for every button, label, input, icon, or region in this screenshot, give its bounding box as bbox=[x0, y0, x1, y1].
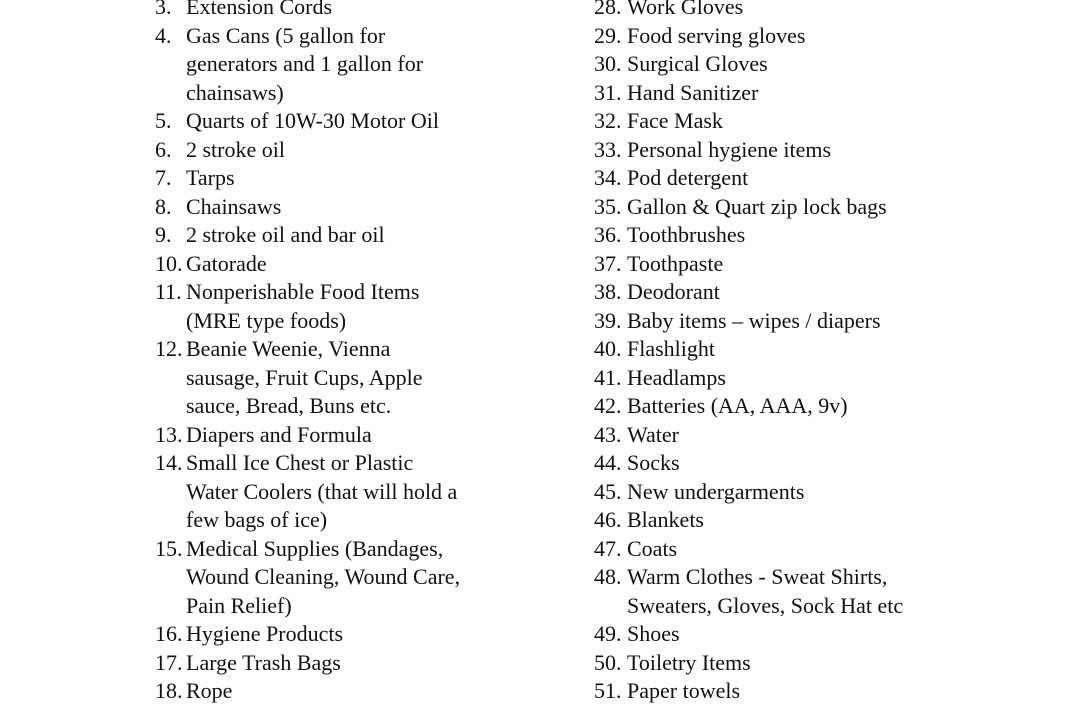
list-item-number: 50. bbox=[594, 649, 622, 675]
list-item bbox=[155, 421, 525, 450]
list-item-text-line: Quarts of 10W-30 Motor Oil bbox=[186, 108, 439, 133]
list-item bbox=[594, 478, 1024, 507]
list-item-text bbox=[186, 164, 235, 193]
list-item-text bbox=[186, 0, 332, 22]
list-item-number: 40. bbox=[594, 336, 622, 361]
supply-list-right-column bbox=[594, 0, 1024, 706]
list-item-number: 46. bbox=[594, 507, 622, 532]
list-item-text-line: Water Coolers (that will hold a bbox=[186, 478, 458, 504]
list-item-text-line: Large Trash Bags bbox=[186, 649, 341, 675]
list-item-text bbox=[627, 0, 743, 22]
list-item-text-line: Surgical Gloves bbox=[627, 51, 768, 76]
list-item bbox=[155, 0, 525, 22]
list-item-number: 6. bbox=[155, 136, 172, 162]
list-item bbox=[594, 50, 1024, 79]
list-item-number: 15. bbox=[155, 535, 183, 561]
list-item-number: 17. bbox=[155, 649, 183, 675]
list-item bbox=[155, 250, 525, 279]
list-item bbox=[594, 649, 1024, 678]
list-item-text bbox=[186, 136, 285, 165]
list-item-text bbox=[627, 392, 848, 421]
list-item bbox=[594, 563, 1024, 620]
list-item bbox=[155, 649, 525, 678]
list-item-text-line: Water bbox=[627, 421, 679, 447]
list-item-number: 12. bbox=[155, 336, 183, 361]
list-item-number: 34. bbox=[594, 165, 622, 190]
list-item-text-line: Toothpaste bbox=[627, 250, 724, 276]
list-item-text-line: Deodorant bbox=[627, 279, 720, 304]
list-item-number: 37. bbox=[594, 250, 622, 276]
list-item bbox=[594, 107, 1024, 136]
list-item bbox=[594, 22, 1024, 51]
list-item-text-line: Rope bbox=[186, 678, 233, 703]
list-item-text-line: Beanie Weenie, Vienna bbox=[186, 336, 391, 361]
list-item-text bbox=[186, 677, 232, 706]
list-item-text bbox=[186, 449, 457, 535]
list-item-text-line: (MRE type foods) bbox=[186, 307, 347, 333]
list-item-text bbox=[627, 193, 887, 222]
list-item bbox=[594, 392, 1024, 421]
list-item bbox=[594, 221, 1024, 250]
list-item-text-line: generators and 1 gallon for bbox=[186, 51, 424, 76]
list-item-text-line: Coats bbox=[627, 535, 678, 561]
list-item-text-line: Wound Cleaning, Wound Care, bbox=[186, 564, 461, 589]
list-item bbox=[155, 278, 525, 335]
list-item-text bbox=[186, 421, 372, 450]
list-item-text bbox=[186, 193, 281, 222]
list-item bbox=[155, 221, 525, 250]
list-item-text-line: Flashlight bbox=[627, 336, 716, 361]
list-item-number: 14. bbox=[155, 450, 183, 475]
list-item-number: 45. bbox=[594, 478, 622, 504]
list-item-number: 51. bbox=[594, 678, 622, 703]
list-item-text-line: Medical Supplies (Bandages, bbox=[186, 535, 444, 561]
list-item-text bbox=[186, 535, 460, 621]
list-item-text-line: Socks bbox=[627, 450, 680, 475]
list-item bbox=[594, 250, 1024, 279]
list-item-text bbox=[627, 364, 726, 393]
list-item-number: 35. bbox=[594, 193, 622, 219]
list-item-text-line: Gas Cans (5 gallon for bbox=[186, 22, 386, 48]
list-item-number: 41. bbox=[594, 364, 622, 390]
list-item-text bbox=[186, 22, 423, 108]
list-item-text-line: Pain Relief) bbox=[186, 592, 292, 618]
list-item-text bbox=[627, 307, 881, 336]
list-item-number: 10. bbox=[155, 250, 183, 276]
list-item-text-line: Diapers and Formula bbox=[186, 421, 372, 447]
list-item-text bbox=[627, 649, 751, 678]
list-item-text bbox=[627, 22, 805, 51]
list-item-number: 42. bbox=[594, 393, 622, 418]
list-item-number: 43. bbox=[594, 421, 622, 447]
list-item-text-line: Blankets bbox=[627, 507, 704, 532]
list-item-number: 39. bbox=[594, 307, 622, 333]
list-item-number: 4. bbox=[155, 22, 172, 48]
list-item-text bbox=[186, 221, 385, 250]
list-item bbox=[155, 22, 525, 108]
list-item-text-line: Extension Cords bbox=[186, 0, 333, 19]
list-item-text-line: sauce, Bread, Buns etc. bbox=[186, 393, 392, 418]
list-item-number: 9. bbox=[155, 222, 172, 247]
list-item bbox=[594, 136, 1024, 165]
list-item-text bbox=[627, 506, 704, 535]
list-item-text bbox=[627, 136, 831, 165]
list-item bbox=[155, 535, 525, 621]
list-item-number: 49. bbox=[594, 621, 622, 646]
list-item bbox=[594, 449, 1024, 478]
list-item-text bbox=[627, 677, 740, 706]
list-item-text bbox=[627, 221, 745, 250]
list-item bbox=[594, 506, 1024, 535]
list-item bbox=[594, 193, 1024, 222]
list-item bbox=[594, 307, 1024, 336]
list-item-number: 36. bbox=[594, 222, 622, 247]
list-item-text bbox=[186, 107, 439, 136]
list-item-number: 16. bbox=[155, 621, 183, 646]
list-item-text-line: Baby items – wipes / diapers bbox=[627, 307, 881, 333]
list-item-text bbox=[627, 563, 903, 620]
list-item-text-line: Hygiene Products bbox=[186, 621, 344, 646]
list-item-text-line: Personal hygiene items bbox=[627, 136, 832, 162]
list-item-text-line: Gallon & Quart zip lock bags bbox=[627, 193, 887, 219]
list-item-text-line: Warm Clothes - Sweat Shirts, bbox=[627, 564, 888, 589]
list-item-text bbox=[627, 250, 723, 279]
list-item-text-line: 2 stroke oil and bar oil bbox=[186, 222, 385, 247]
list-item-text-line: Hand Sanitizer bbox=[627, 79, 759, 105]
list-item-number: 38. bbox=[594, 279, 622, 304]
list-item-number: 30. bbox=[594, 51, 622, 76]
list-item bbox=[594, 364, 1024, 393]
list-item-text-line: Nonperishable Food Items bbox=[186, 279, 420, 304]
list-item-text bbox=[627, 620, 680, 649]
list-item-text-line: Toiletry Items bbox=[627, 649, 751, 675]
list-item-text bbox=[627, 278, 720, 307]
list-item-text-line: Toothbrushes bbox=[627, 222, 746, 247]
list-item-text-line: Small Ice Chest or Plastic bbox=[186, 450, 414, 475]
list-item-text-line: 2 stroke oil bbox=[186, 136, 285, 162]
list-item-number: 8. bbox=[155, 193, 172, 219]
list-item-text-line: chainsaws) bbox=[186, 79, 284, 105]
supply-list-left-column bbox=[155, 0, 525, 706]
list-item-number: 29. bbox=[594, 22, 622, 48]
list-item-text-line: Sweaters, Gloves, Sock Hat etc bbox=[627, 592, 904, 618]
list-item bbox=[155, 449, 525, 535]
list-item-text bbox=[627, 335, 715, 364]
list-item bbox=[594, 278, 1024, 307]
list-item-text bbox=[186, 278, 419, 335]
list-item-text-line: Face Mask bbox=[627, 108, 723, 133]
list-item-text-line: Chainsaws bbox=[186, 193, 282, 219]
list-item bbox=[594, 677, 1024, 706]
list-item-number: 31. bbox=[594, 79, 622, 105]
list-item bbox=[594, 335, 1024, 364]
list-item-number: 13. bbox=[155, 421, 183, 447]
list-item-text-line: sausage, Fruit Cups, Apple bbox=[186, 364, 423, 390]
list-item bbox=[594, 535, 1024, 564]
list-item-text bbox=[186, 335, 423, 421]
list-item-number: 5. bbox=[155, 108, 172, 133]
list-item bbox=[155, 335, 525, 421]
list-item-text-line: Pod detergent bbox=[627, 165, 749, 190]
list-item-number: 32. bbox=[594, 108, 622, 133]
list-item-text-line: Shoes bbox=[627, 621, 680, 646]
list-item-number: 33. bbox=[594, 136, 622, 162]
list-item bbox=[594, 164, 1024, 193]
list-item-text bbox=[627, 79, 758, 108]
list-item-number: 11. bbox=[155, 279, 182, 304]
list-item-text bbox=[186, 620, 343, 649]
list-item bbox=[155, 164, 525, 193]
list-item-number: 44. bbox=[594, 450, 622, 475]
list-item-number: 18. bbox=[155, 678, 183, 703]
list-item-text-line: Tarps bbox=[186, 165, 235, 190]
list-item-text bbox=[627, 478, 804, 507]
list-item-text bbox=[627, 50, 768, 79]
list-item-number: 48. bbox=[594, 564, 622, 589]
list-item-text-line: few bags of ice) bbox=[186, 507, 328, 532]
list-item-text bbox=[186, 250, 267, 279]
list-item bbox=[155, 193, 525, 222]
list-item-text-line: Batteries (AA, AAA, 9v) bbox=[627, 393, 848, 418]
list-item-text-line: Paper towels bbox=[627, 678, 741, 703]
list-item-text bbox=[627, 535, 677, 564]
list-item-text-line: New undergarments bbox=[627, 478, 805, 504]
list-item-text-line: Work Gloves bbox=[627, 0, 744, 19]
list-item-text-line: Food serving gloves bbox=[627, 22, 806, 48]
list-item-text bbox=[627, 421, 679, 450]
list-item bbox=[155, 677, 525, 706]
list-item bbox=[594, 79, 1024, 108]
list-item-text-line: Gatorade bbox=[186, 250, 267, 276]
list-item-number: 28. bbox=[594, 0, 622, 19]
list-item bbox=[155, 136, 525, 165]
list-item-text bbox=[627, 164, 748, 193]
list-item-text bbox=[186, 649, 341, 678]
list-item-text bbox=[627, 449, 680, 478]
list-item-number: 7. bbox=[155, 165, 172, 190]
list-item-number: 47. bbox=[594, 535, 622, 561]
list-item bbox=[594, 0, 1024, 22]
list-item bbox=[155, 107, 525, 136]
list-item bbox=[155, 620, 525, 649]
list-item bbox=[594, 421, 1024, 450]
list-item-number: 3. bbox=[155, 0, 172, 19]
list-item-text-line: Headlamps bbox=[627, 364, 726, 390]
list-item bbox=[594, 620, 1024, 649]
list-item-text bbox=[627, 107, 723, 136]
